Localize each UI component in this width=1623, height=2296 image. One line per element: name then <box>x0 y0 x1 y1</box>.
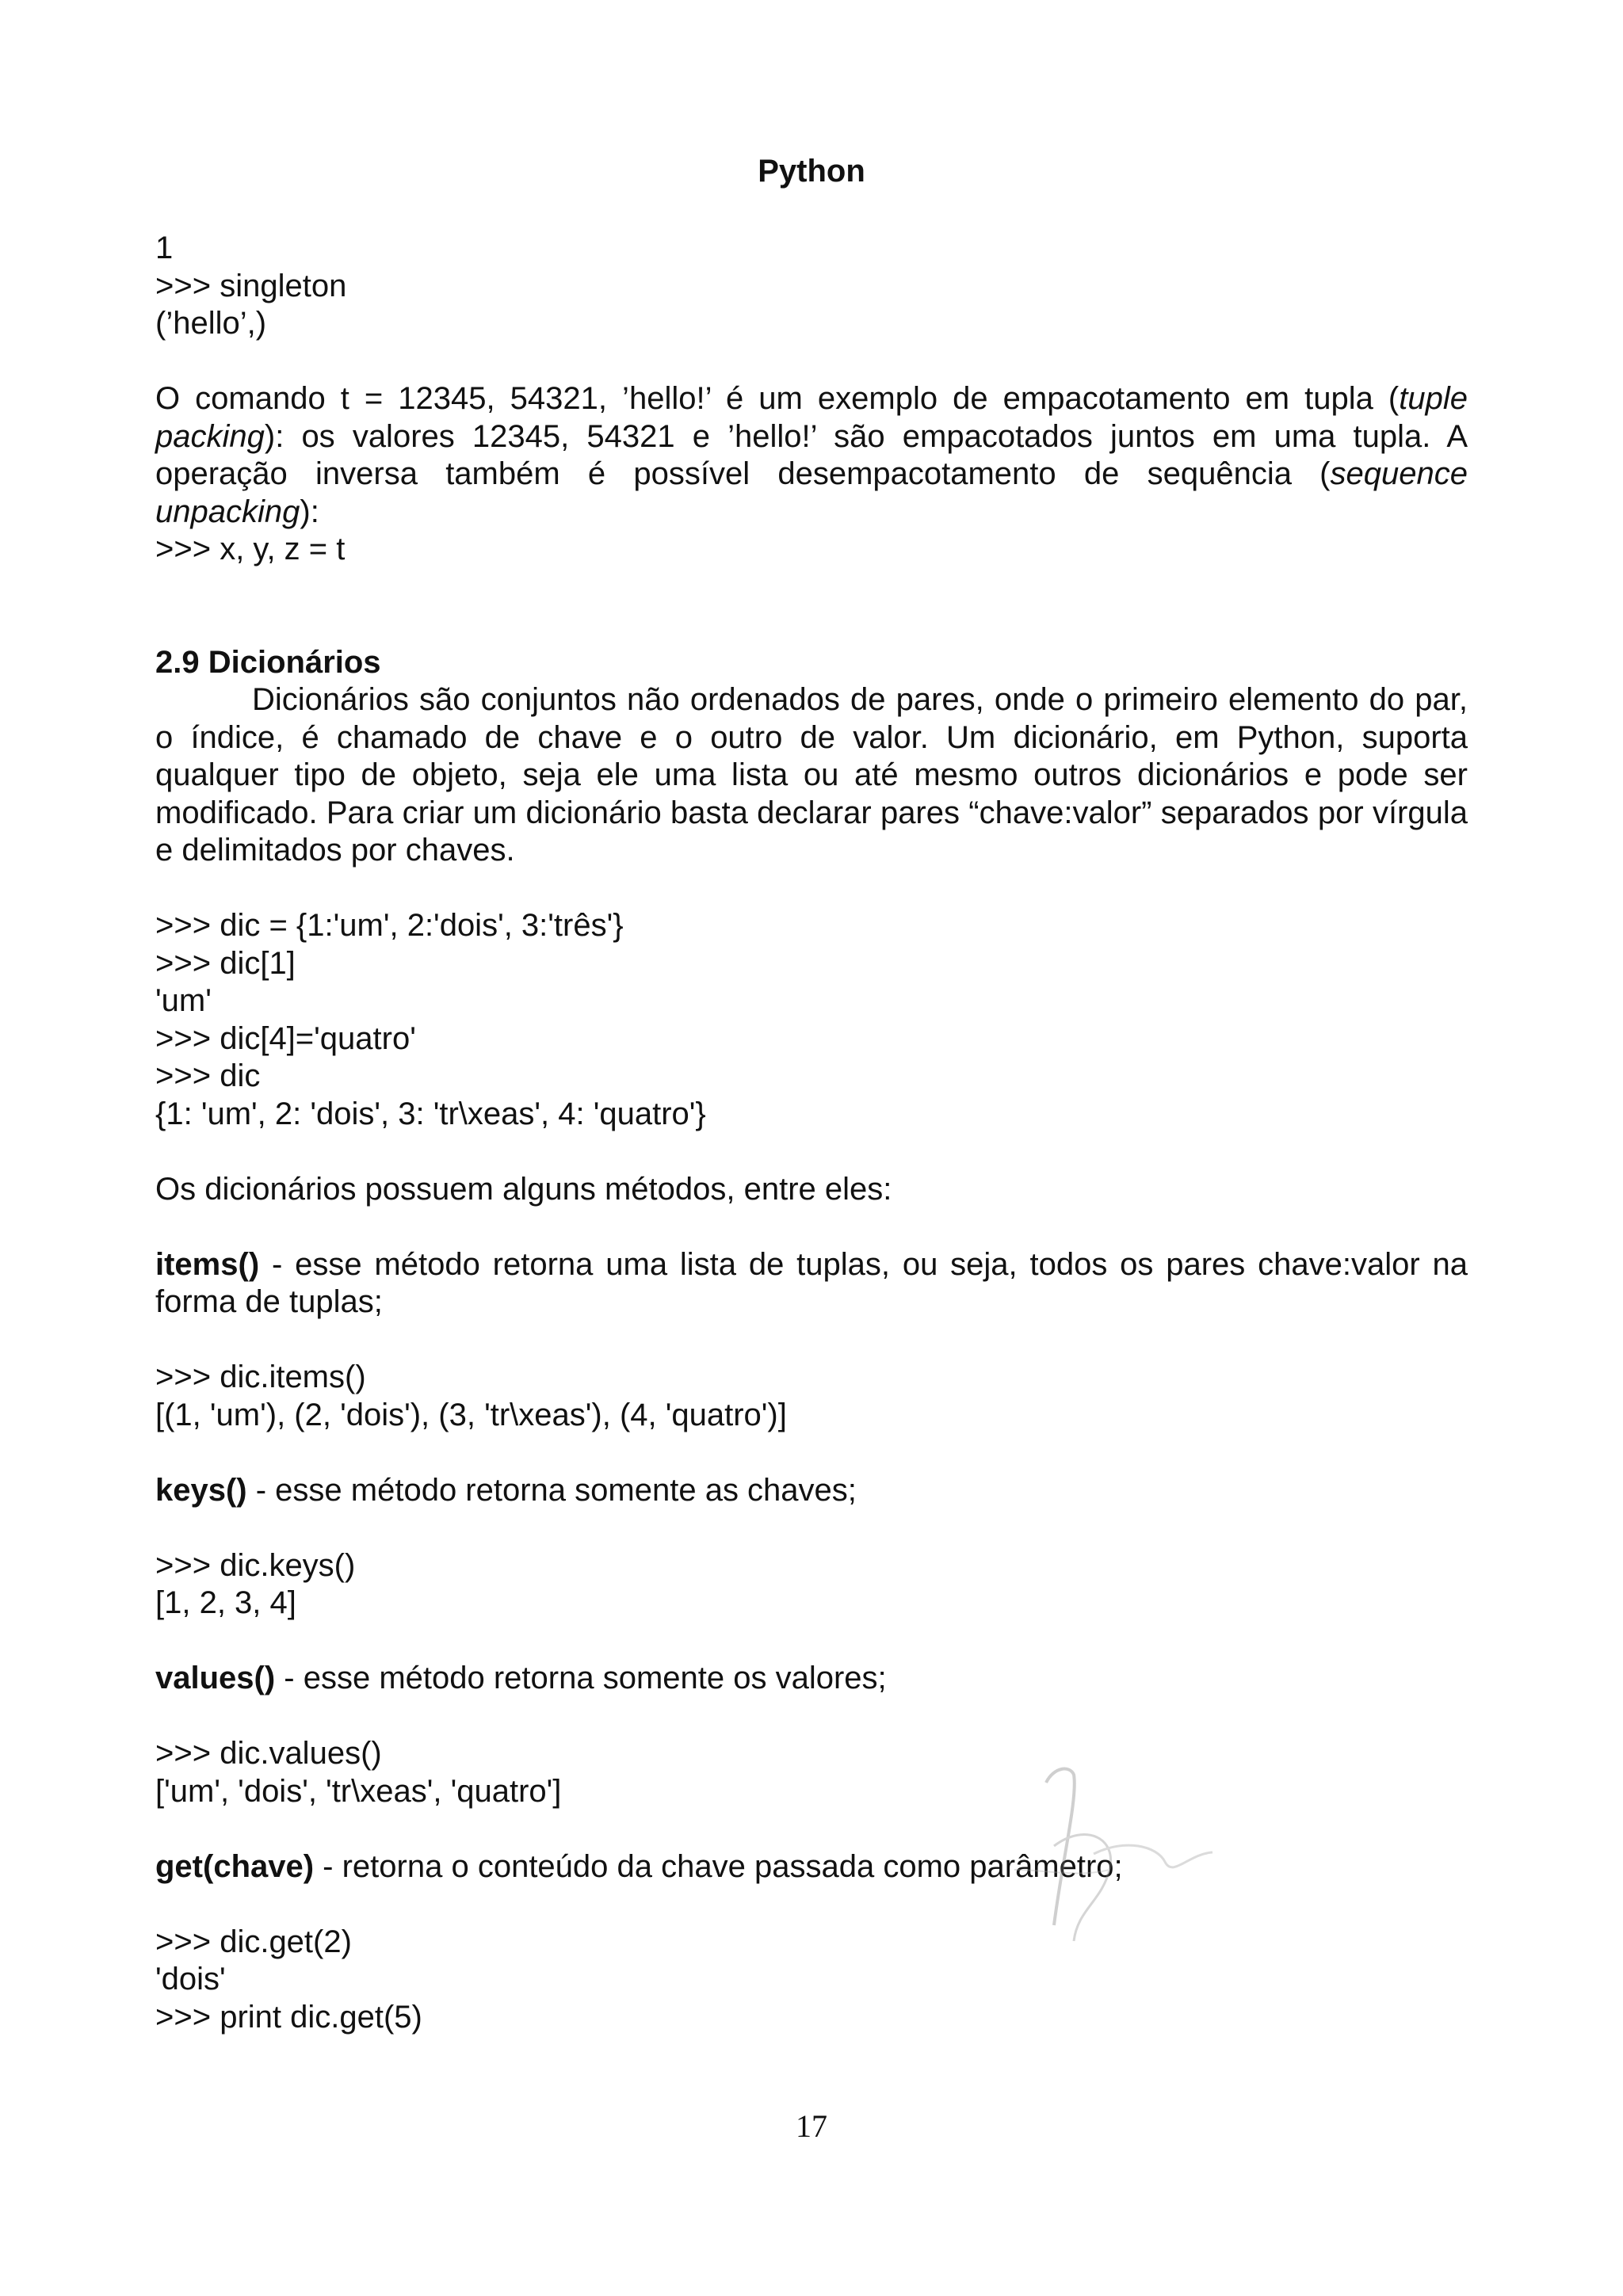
code-line: 1 <box>155 231 174 265</box>
page-content <box>155 230 1468 2036</box>
method-desc: - esse método retorna uma lista de tuplas, ou seja, todos os pares chave:valor na forma de tuplas; <box>155 1246 1468 1319</box>
code-block-dict <box>155 907 1468 1133</box>
code-line: ['um', 'dois', 'tr\xeas', 'quatro'] <box>155 1773 562 1809</box>
code-block-keys <box>155 1547 1468 1623</box>
paragraph-text: ): <box>300 494 319 529</box>
method-name: keys() <box>155 1472 247 1508</box>
code-block-unpacking <box>155 531 1468 569</box>
methods-intro: Os dicionários possuem alguns métodos, entre eles: <box>155 1171 892 1207</box>
code-block-get <box>155 1924 1468 2037</box>
method-values-description <box>155 1660 1468 1698</box>
method-desc: - retorna o conteúdo da chave passada como parâmetro; <box>314 1848 1123 1884</box>
method-desc: - esse método retorna somente as chaves; <box>246 1472 857 1508</box>
method-get-description <box>155 1848 1468 1886</box>
emphasis-tuple-packing: tuple packing <box>155 381 1468 454</box>
code-line: >>> x, y, z = t <box>155 532 346 566</box>
method-name: items() <box>155 1246 260 1282</box>
emphasis-sequence-unpacking: sequence unpacking <box>155 456 1468 529</box>
code-line: >>> dic <box>155 1058 261 1093</box>
paragraph-text: O comando t = 12345, 54321, ’hello!’ é um exemplo de empacotamento em tupla ( <box>155 381 1400 416</box>
code-line: >>> dic.get(2) <box>155 1924 352 1959</box>
code-line: 'um' <box>155 983 212 1018</box>
code-line: 'dois' <box>155 1962 226 1997</box>
method-name: values() <box>155 1661 276 1695</box>
code-line: >>> dic[4]='quatro' <box>155 1020 416 1056</box>
code-line: >>> dic.keys() <box>155 1547 356 1583</box>
code-line: >>> print dic.get(5) <box>155 1999 422 2035</box>
method-keys-description <box>155 1472 1468 1510</box>
paragraph-tuple-packing <box>155 380 1468 531</box>
code-line: >>> singleton <box>155 268 347 303</box>
section-intro-paragraph: Dicionários são conjuntos não ordenados de pares, onde o primeiro elemento do par, o índice, é chamado de chave e o outro de valor. Um dicionário, em Python, suporta qualquer tipo de objeto, seja ele uma lista ou até mesmo outros dicionários e pode ser modificado. Para criar um dicionário basta declarar pares “chave:valor” separados por vírgula e delimitados por chaves. <box>155 682 1468 868</box>
method-desc: - esse método retorna somente os valores; <box>275 1661 887 1695</box>
code-line: >>> dic[1] <box>155 945 296 981</box>
code-line: >>> dic = {1:'um', 2:'dois', 3:'três'} <box>155 908 624 943</box>
code-line: (’hello’,) <box>155 306 267 341</box>
code-block-singleton <box>155 230 1468 343</box>
page-header-title: Python <box>758 154 865 189</box>
signature-watermark <box>999 1751 1236 1957</box>
method-items-description <box>155 1246 1468 1322</box>
code-block-values <box>155 1735 1468 1810</box>
code-line: [1, 2, 3, 4] <box>155 1585 296 1620</box>
paragraph-text: ): os valores 12345, 54321 e ’hello!’ são empacotados juntos em uma tupla. A operação inversa também é possível desempacotamento de sequência ( <box>155 418 1468 491</box>
page-number: 17 <box>796 2108 827 2144</box>
code-line: >>> dic.items() <box>155 1360 366 1394</box>
code-line: {1: 'um', 2: 'dois', 3: 'tr\xeas', 4: 'quatro'} <box>155 1096 706 1131</box>
method-name: get(chave) <box>155 1848 315 1884</box>
code-line: [(1, 'um'), (2, 'dois'), (3, 'tr\xeas'), (4, 'quatro')] <box>155 1397 787 1432</box>
section-heading: 2.9 Dicionários <box>155 644 381 680</box>
code-block-items <box>155 1359 1468 1434</box>
code-line: >>> dic.values() <box>155 1736 382 1771</box>
